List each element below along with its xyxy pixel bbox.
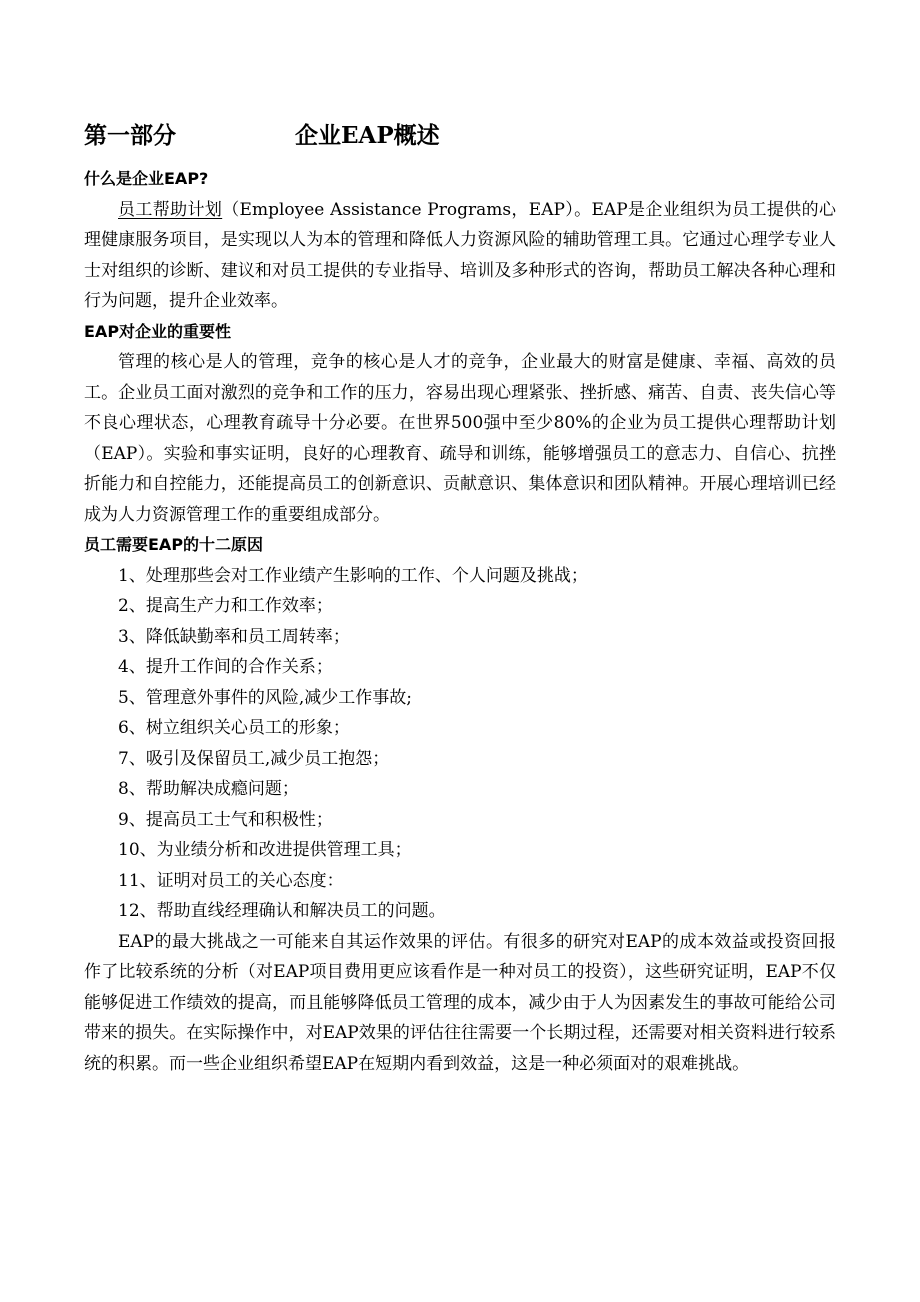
list-item: 8、帮助解决成瘾问题；: [118, 779, 299, 799]
paragraph-eap-challenge: EAP的最大挑战之一可能来自其运作效果的评估。有很多的研究对EAP的成本效益或投资回报作了比较系统的分析（对EAP项目费用更应该看作是一种对员工的投资），这些研究证明，EAP不仅能够促进工作绩效的提高，而且能够降低员工管理的成本，减少由于人为因素发生的事故可能给公司带来的损失。在实际操作中，对EAP效果的评估往往需要一个长期过程，还需要对相关资料进行较系统的积累。而一些企业组织希望EAP在短期内看到效益，这是一种必须面对的艰难挑战。: [84, 931, 836, 1074]
list-item: 9、提高员工士气和积极性；: [118, 809, 333, 830]
list-item: 11、证明对员工的关心态度：: [118, 870, 344, 891]
list-item: 6、树立组织关心员工的形象；: [118, 718, 350, 738]
part-title: [84, 118, 836, 154]
part-number: 第一部分: [84, 122, 176, 149]
section-heading-twelve-reasons: 员工需要EAP的十二原因: [84, 535, 264, 554]
section-heading-importance: EAP对企业的重要性: [84, 321, 232, 341]
section-heading-what-is-eap: 什么是企业EAP?: [84, 169, 209, 188]
list-item: 3、降低缺勤率和员工周转率；: [118, 626, 350, 647]
list-item: 7、吸引及保留员工,减少员工抱怨；: [118, 748, 390, 769]
document-page: [84, 118, 836, 1079]
part-title-text: 企业EAP概述: [295, 122, 440, 149]
list-item: 2、提高生产力和工作效率；: [118, 596, 333, 616]
reasons-list: [84, 561, 836, 927]
list-item: 4、提升工作间的合作关系；: [118, 657, 333, 677]
list-item: 5、管理意外事件的风险,减少工作事故;: [118, 687, 412, 708]
term-employee-assistance-plan: 员工帮助计划: [118, 199, 223, 220]
paragraph-eap-definition: [84, 195, 836, 317]
paragraph-eap-definition-text: （Employee Assistance Programs，EAP）。EAP是企业组织为员工提供的心理健康服务项目，是实现以人为本的管理和降低人力资源风险的辅助管理工具。它通过心理学专业人士对组织的诊断、建议和对员工提供的专业指导、培训及多种形式的咨询，帮助员工解决各种心理和行为问题，提升企业效率。: [84, 199, 836, 311]
list-item: 1、处理那些会对工作业绩产生影响的工作、个人问题及挑战；: [118, 565, 588, 586]
list-item: 12、帮助直线经理确认和解决员工的问题。: [118, 901, 446, 921]
paragraph-importance: 管理的核心是人的管理，竞争的核心是人才的竞争，企业最大的财富是健康、幸福、高效的员工。企业员工面对激烈的竞争和工作的压力，容易出现心理紧张、挫折感、痛苦、自责、丧失信心等不良心理状态，心理教育疏导十分必要。在世界500强中至少80%的企业为员工提供心理帮助计划（EAP）。实验和事实证明，良好的心理教育、疏导和训练，能够增强员工的意志力、自信心、抗挫折能力和自控能力，还能提高员工的创新意识、贡献意识、集体意识和团队精神。开展心理培训已经成为人力资源管理工作的重要组成部分。: [84, 352, 836, 525]
list-item: 10、为业绩分析和改进提供管理工具；: [118, 840, 412, 860]
